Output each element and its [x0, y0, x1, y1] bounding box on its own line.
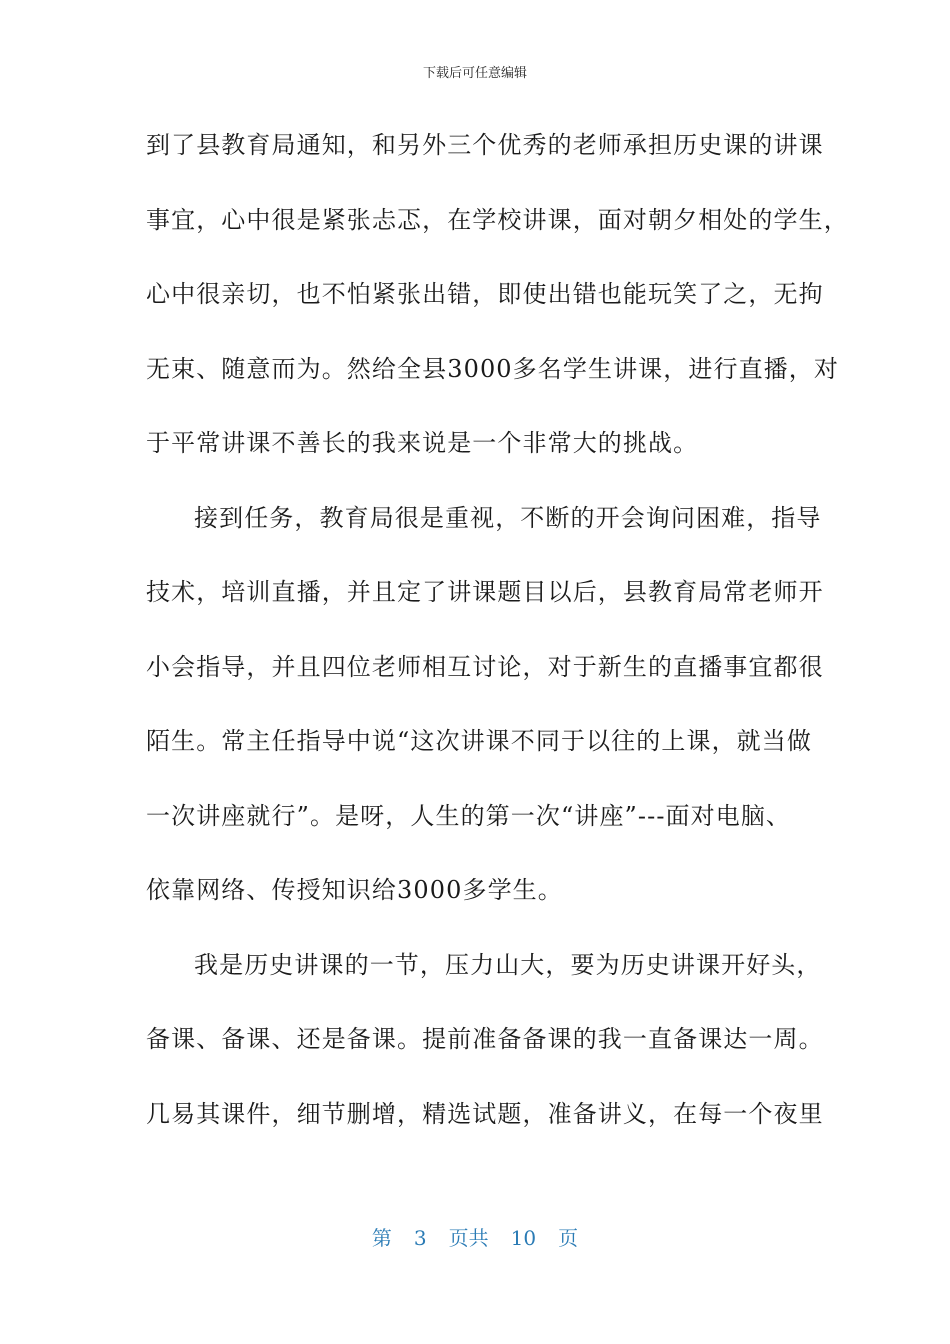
text-line: 备课、备课、还是备课。提前准备备课的我一直备课达一周。 — [146, 1025, 824, 1053]
text-line: 于平常讲课不善长的我来说是一个非常大的挑战。 — [146, 429, 699, 457]
text-line: 事宜，心中很是紧张忐忑，在学校讲课，面对朝夕相处的学生， — [146, 205, 849, 234]
document-body — [146, 120, 849, 1163]
text-line-indented: 接到任务，教育局很是重视，不断的开会询问困难，指导 — [194, 503, 822, 532]
text-line: 依靠网络、传授知识给3000多学生。 — [146, 876, 563, 904]
page-footer — [0, 1225, 950, 1251]
footer-current-page: 3 — [413, 1226, 427, 1250]
text-line: 到了县教育局通知，和另外三个优秀的老师承担历史课的讲课 — [146, 131, 824, 159]
text-line: 小会指导，并且四位老师相互讨论，对于新生的直播事宜都很 — [146, 652, 824, 681]
text-line: 陌生。常主任指导中说“这次讲课不同于以往的上课，就当做 — [146, 727, 812, 755]
text-line: 技术，培训直播，并且定了讲课题目以后，县教育局常老师开 — [146, 578, 824, 606]
text-line-indented: 我是历史讲课的一节，压力山大，要为历史讲课开好头， — [194, 950, 822, 979]
footer-prefix: 第 — [371, 1226, 392, 1250]
text-line: 一次讲座就行”。是呀，人生的第一次“讲座”---面对电脑、 — [146, 801, 792, 830]
text-line: 心中很亲切，也不怕紧张出错，即使出错也能玩笑了之，无拘 — [146, 280, 824, 308]
text-line: 无束、随意而为。然给全县3000多名学生讲课，进行直播，对 — [146, 354, 839, 383]
footer-middle: 页共 — [448, 1226, 489, 1250]
text-line: 几易其课件，细节删增，精选试题，准备讲义，在每一个夜里 — [146, 1099, 824, 1128]
page-header-note: 下载后可任意编辑 — [422, 66, 527, 81]
footer-total-pages: 10 — [510, 1226, 537, 1250]
footer-suffix: 页 — [558, 1226, 579, 1250]
